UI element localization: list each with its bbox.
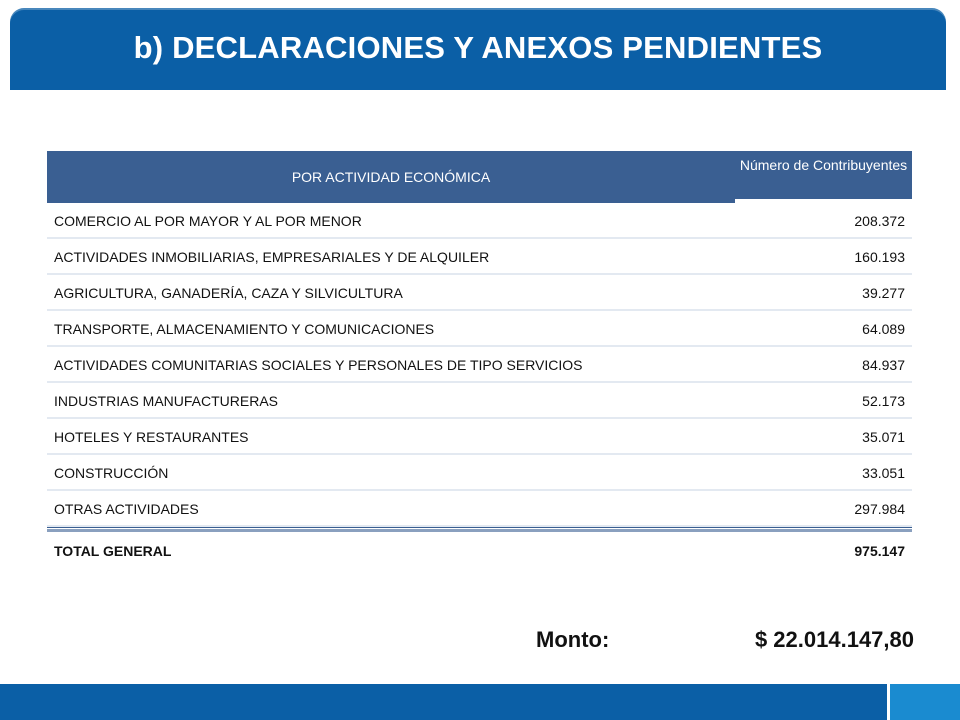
- title-banner: [10, 8, 946, 90]
- footer-bar: [0, 684, 887, 720]
- activity-cell: ACTIVIDADES INMOBILIARIAS, EMPRESARIALES Y DE ALQUILER: [54, 249, 490, 265]
- activity-cell: OTRAS ACTIVIDADES: [54, 501, 199, 517]
- activity-cell: AGRICULTURA, GANADERÍA, CAZA Y SILVICULTURA: [54, 285, 403, 301]
- contributors-table: [47, 151, 912, 570]
- column-header-count: Número de Contribuyentes: [739, 157, 908, 173]
- table-row: [47, 383, 912, 419]
- count-cell: 35.071: [862, 429, 905, 445]
- total-row: [47, 532, 912, 570]
- table-row: [47, 203, 912, 239]
- amount-label: Monto:: [536, 627, 610, 652]
- table-row: [47, 419, 912, 455]
- count-cell: 208.372: [854, 213, 905, 229]
- page-title: b) DECLARACIONES Y ANEXOS PENDIENTES: [133, 30, 823, 65]
- table-row: [47, 491, 912, 527]
- table-row: [47, 311, 912, 347]
- count-cell: 64.089: [862, 321, 905, 337]
- count-cell: 52.173: [862, 393, 905, 409]
- activity-cell: TRANSPORTE, ALMACENAMIENTO Y COMUNICACIONES: [54, 321, 435, 337]
- table-row: [47, 239, 912, 275]
- table-row: [47, 455, 912, 491]
- activity-cell: INDUSTRIAS MANUFACTURERAS: [54, 393, 279, 409]
- total-count: 975.147: [854, 543, 905, 559]
- count-cell: 39.277: [862, 285, 905, 301]
- amount-value: $ 22.014.147,80: [754, 627, 914, 652]
- count-cell: 297.984: [854, 501, 905, 517]
- count-cell: 160.193: [854, 249, 905, 265]
- activity-cell: COMERCIO AL POR MAYOR Y AL POR MENOR: [54, 213, 362, 229]
- count-cell: 84.937: [862, 357, 905, 373]
- table-header: [47, 151, 912, 203]
- activity-cell: HOTELES Y RESTAURANTES: [54, 429, 249, 445]
- count-cell: 33.051: [862, 465, 905, 481]
- table-row: [47, 275, 912, 311]
- table-row: [47, 347, 912, 383]
- total-label: TOTAL GENERAL: [54, 543, 172, 559]
- activity-cell: CONSTRUCCIÓN: [54, 465, 169, 481]
- column-header-activity: POR ACTIVIDAD ECONÓMICA: [291, 169, 491, 185]
- footer-accent-block: [890, 684, 960, 720]
- activity-cell: ACTIVIDADES COMUNITARIAS SOCIALES Y PERSONALES DE TIPO SERVICIOS: [54, 357, 583, 373]
